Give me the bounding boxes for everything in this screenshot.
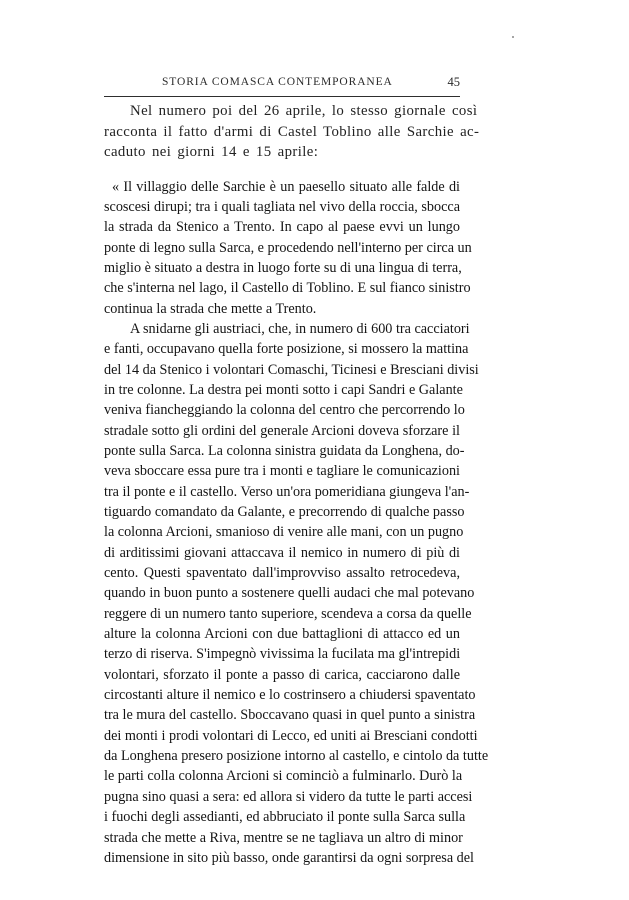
page-number: 45 xyxy=(447,75,460,89)
text-line: cento. Questi spaventato dall'improvviso assalto retrocedeva, xyxy=(104,565,460,582)
text-line: e fanti, occupavano quella forte posizione, si mossero la mattina xyxy=(104,341,469,358)
text-line: veva sboccare essa pure tra i monti e tagliare le comunicazioni xyxy=(104,463,460,480)
text-line: ponte di legno sulla Sarca, e procedendo nell'interno per circa un xyxy=(104,239,472,256)
text-line: A snidarne gli austriaci, che, in numero di 600 tra cacciatori xyxy=(130,320,470,337)
paper-speck xyxy=(512,36,514,38)
text-line: circostanti alture il nemico e lo costrinsero a chiudersi spaventato xyxy=(104,687,476,704)
text-line: Nel numero poi del 26 aprile, lo stesso giornale così xyxy=(130,103,478,119)
text-line: terzo di riserva. S'impegnò vivissima la fucilata ma gl'intrepidi xyxy=(104,646,461,663)
text-line: che s'interna nel lago, il Castello di Toblino. E sul fianco sinistro xyxy=(104,280,471,297)
header-rule xyxy=(104,96,460,97)
running-head xyxy=(104,74,460,96)
text-line: dimensione in sito più basso, onde garantirsi da ogni sorpresa del xyxy=(104,849,474,866)
text-line: dei monti i prodi volontari di Lecco, ed uniti ai Bresciani condotti xyxy=(104,727,478,744)
text-line: miglio è situato a destra in luogo forte su di una lingua di terra, xyxy=(104,259,462,276)
text-line: le parti colla colonna Arcioni si cominciò a fulminarlo. Durò la xyxy=(104,768,463,785)
text-line: tra le mura del castello. Sboccavano quasi in quel punto a sinistra xyxy=(104,707,476,724)
text-line: volontari, sforzato il ponte a passo di carica, cacciarono dalle xyxy=(104,666,460,683)
text-line: ponte sulla Sarca. La colonna sinistra guidata da Longhena, do- xyxy=(104,442,465,459)
text-line: stradale sotto gli ordini del generale Arcioni doveva sforzare il xyxy=(104,422,460,439)
text-line: i fuochi degli assedianti, ed abbruciato il ponte sulla Sarca sulla xyxy=(104,809,466,826)
text-line: alture la colonna Arcioni con due battaglioni di attacco ed un xyxy=(104,626,460,643)
quoted-report xyxy=(104,177,489,869)
text-line: continua la strada che mette a Trento. xyxy=(104,300,317,317)
text-line: strada che mette a Riva, mentre se ne tagliava un altro di minor xyxy=(104,829,463,846)
text-line: quando in buon punto a sostenere quelli audaci che mal potevano xyxy=(104,585,475,602)
paragraph-gap xyxy=(104,163,460,177)
text-line: veniva fiancheggiando la colonna del centro che percorrendo lo xyxy=(104,402,465,419)
text-line: la colonna Arcioni, smanioso di venire alle mani, con un pugno xyxy=(104,524,464,541)
text-line: di arditissimi giovani attaccava il nemico in numero di più di xyxy=(104,544,460,561)
text-line: reggere di un numero tanto superiore, scendeva a corsa da quelle xyxy=(104,605,472,622)
text-line: la strada da Stenico a Trento. In capo al paese evvi un lungo xyxy=(104,219,460,236)
text-line: in tre colonne. La destra pei monti sotto i capi Sandri e Galante xyxy=(104,381,463,398)
text-line: racconta il fatto d'armi di Castel Toblino alle Sarchie ac- xyxy=(104,123,480,140)
text-line: tiguardo comandato da Galante, e precorrendo di qualche passo xyxy=(104,504,465,520)
text-line: pugna sino quasi a sera: ed allora si videro da tutte le parti accesi xyxy=(104,788,473,805)
text-line: « Il villaggio delle Sarchie è un paesello situato alle falde di xyxy=(112,178,460,195)
text-line: caduto nei giorni 14 e 15 aprile: xyxy=(104,144,319,160)
body-text xyxy=(104,101,489,868)
intro-paragraph xyxy=(104,101,480,163)
running-title: STORIA COMASCA CONTEMPORANEA xyxy=(162,76,393,88)
text-line: da Longhena presero posizione intorno al castello, e cintolo da tutte xyxy=(104,748,489,765)
text-line: tra il ponte e il castello. Verso un'ora pomeridiana giungeva l'an- xyxy=(104,483,470,500)
text-line: scoscesi dirupi; tra i quali tagliata nel vivo della roccia, sbocca xyxy=(104,198,460,215)
text-line: del 14 da Stenico i volontari Comaschi, Ticinesi e Bresciani divisi xyxy=(104,361,479,378)
